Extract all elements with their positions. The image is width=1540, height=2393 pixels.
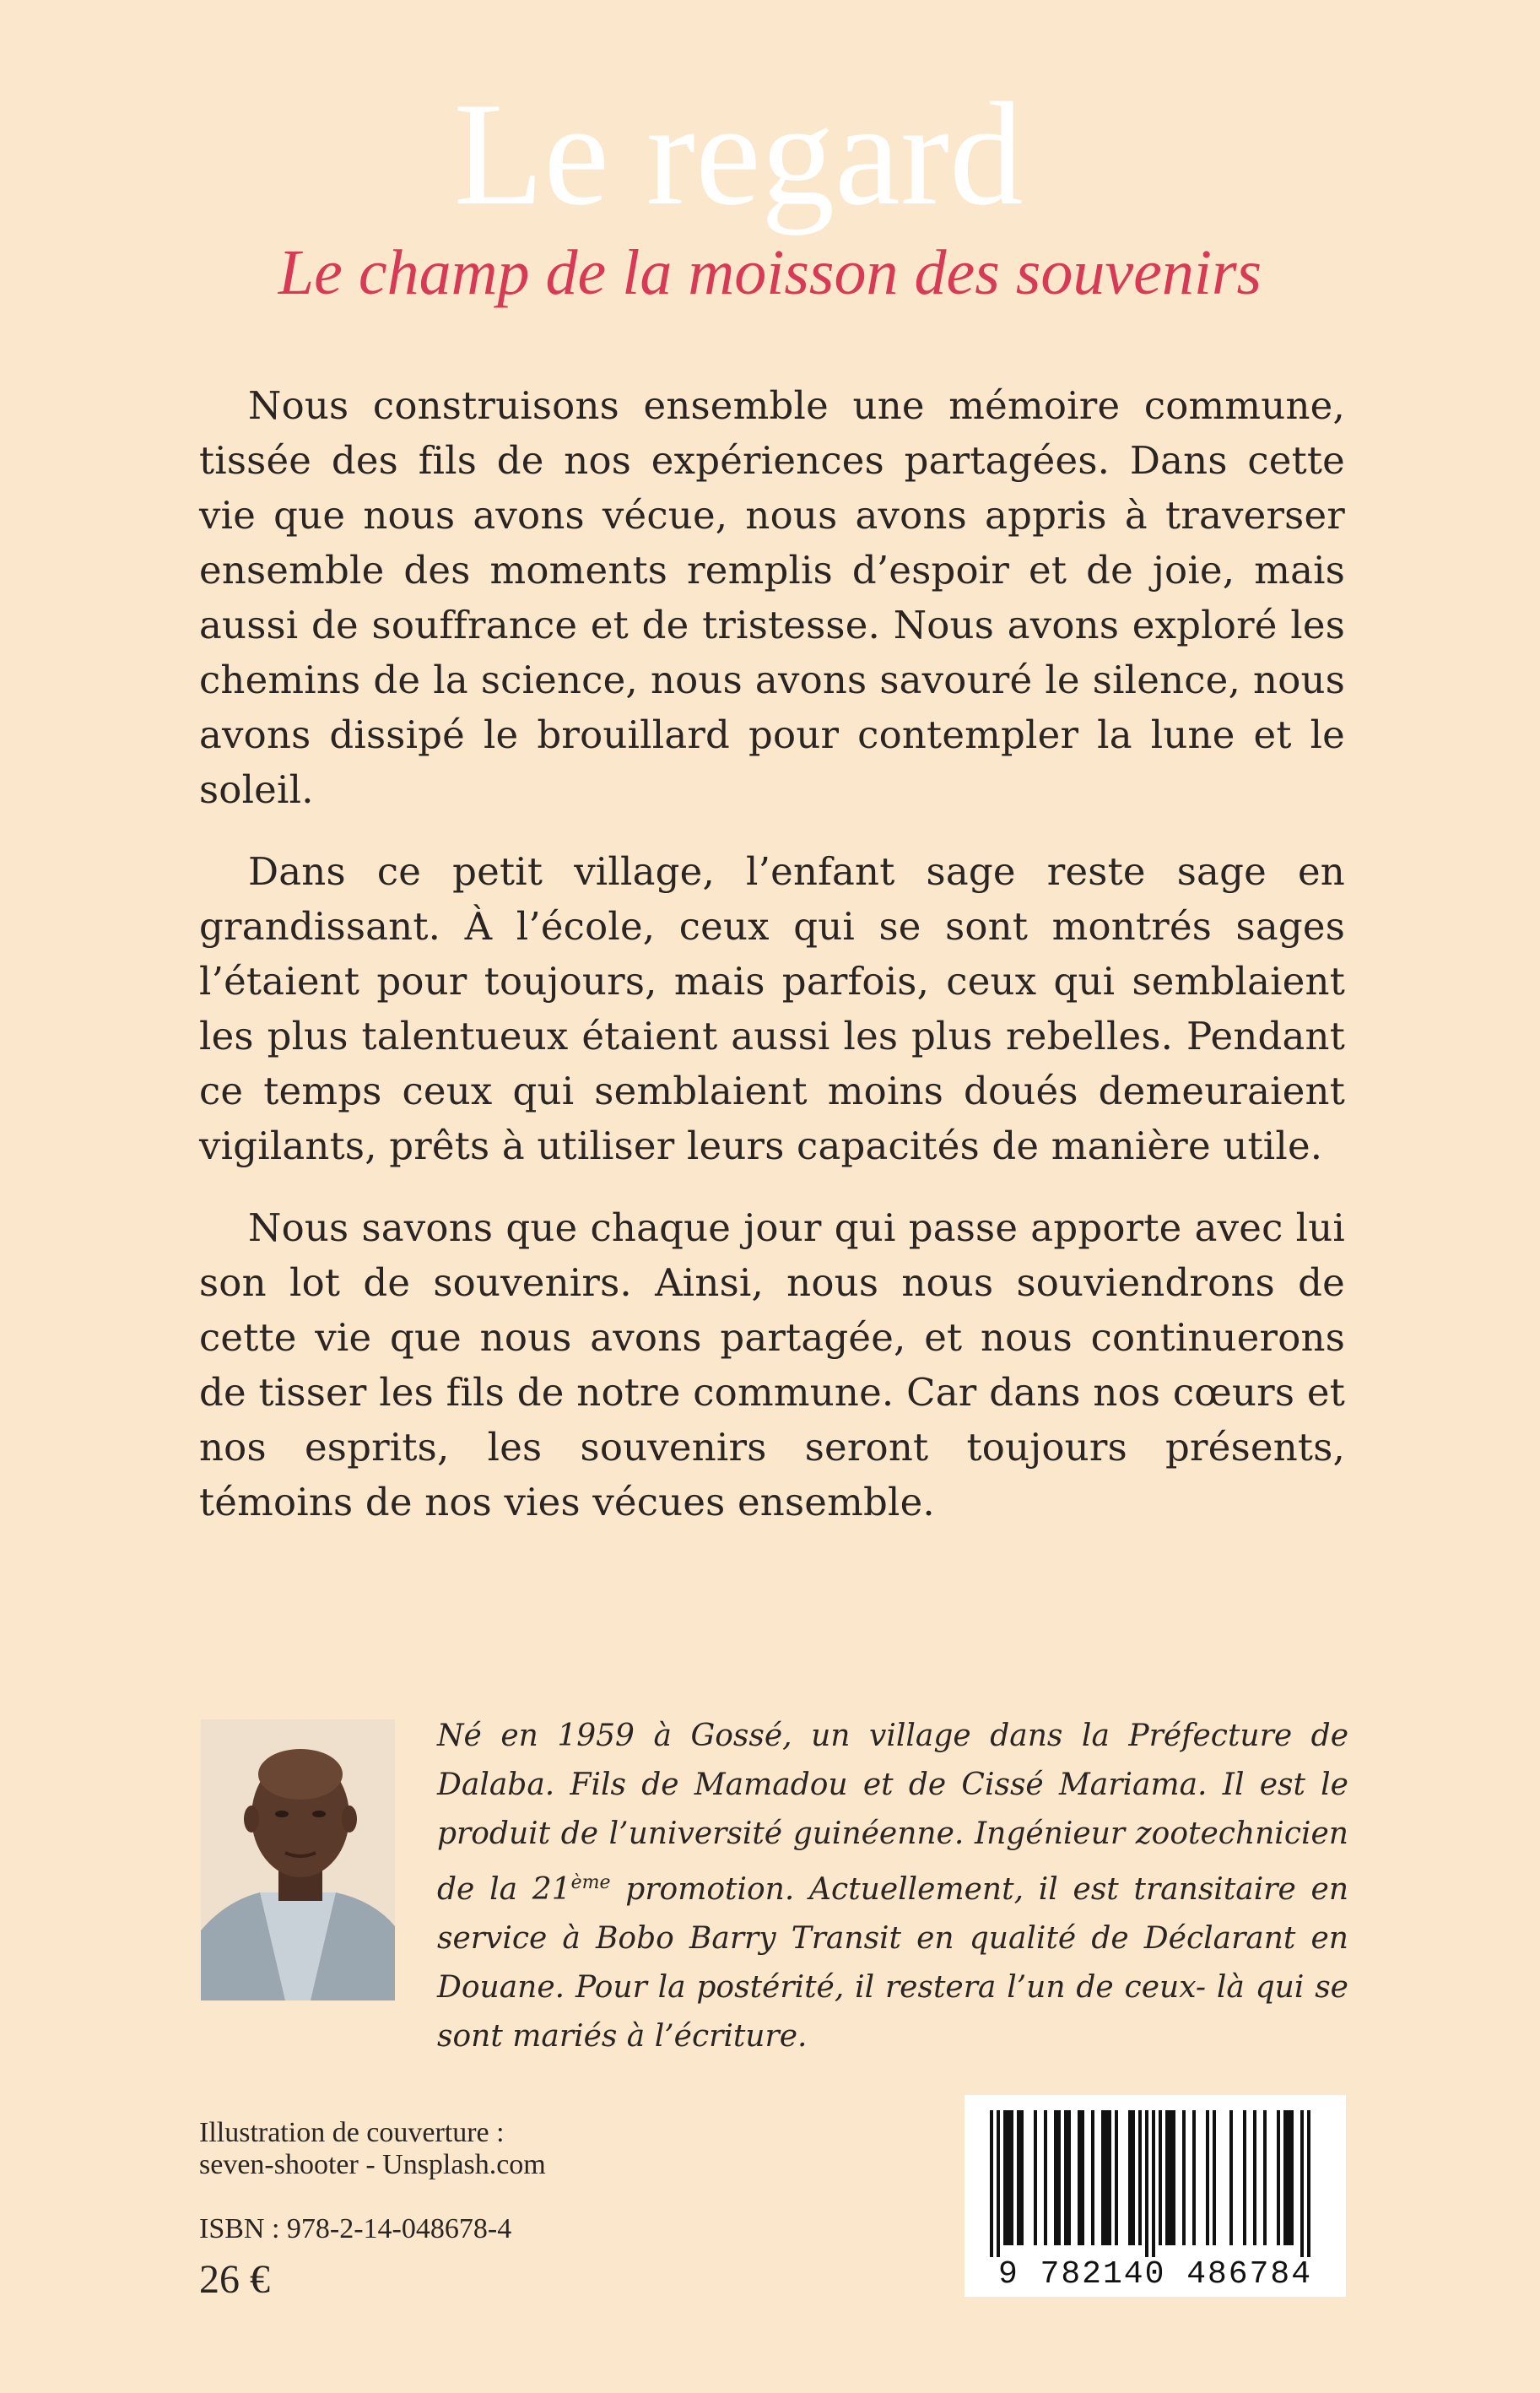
credit-line-2: seven-shooter - Unsplash.com [199,2149,546,2180]
barcode-bar [1165,2110,1169,2245]
barcode-bar [1182,2110,1186,2245]
book-title: Le regard [453,72,1024,236]
barcode-bar [1020,2110,1024,2245]
barcode-digits: 9 782140 486784 [997,2256,1313,2293]
barcode-bar [1067,2110,1071,2245]
barcode-bar [1283,2110,1287,2245]
back-cover-blurb [199,378,1345,1557]
barcode-bar [1290,2110,1294,2245]
barcode-bar [1101,2110,1105,2245]
blurb-paragraph-1: Nous construisons ensemble une mémoire commune, tissée des fils de nos expériences partagées. Dans cette vie que nous avons vécue, nous avons appris à traverser ensemble des moments remplis d’espoir et de joie, mais aussi de souffrance et de tristesse. Nous avons exploré les chemins de la science, nous avons savouré le silence, nous avons dissipé le brouillard pour contempler la lune et le soleil. [199,383,1345,812]
book-subtitle: Le champ de la moisson des souvenirs [278,237,1262,308]
barcode-bar [1169,2110,1172,2245]
barcode-bar [1091,2110,1094,2245]
barcode-bar [1003,2110,1007,2245]
barcode-bar [1145,2110,1148,2257]
barcode-bar [990,2110,993,2257]
price: 26 € [199,2257,270,2302]
author-photo [201,1719,395,2000]
barcode-bar [1159,2110,1162,2245]
barcode-bar [1229,2110,1233,2245]
blurb-paragraph-3: Nous savons que chaque jour qui passe apporte avec lui son lot de souvenirs. Ainsi, nous nous souviendrons de cette vie que nous avons partagée, et nous continuerons de tisser les fils de notre commune. Car dans nos cœurs et nos esprits, les souvenirs seront toujours présents, témoins de nos vies vécues ensemble. [199,1205,1345,1524]
barcode-bar [1064,2110,1067,2245]
barcode-bar [1138,2110,1142,2245]
author-bio-part1: Né en 1959 à Gossé, un village dans la Préfecture de Dalaba. Fils de Mamadou et de Cissé Mariama. Il est le produit de l’université guinéenne. Ingénieur zootechnicien de la 21 [437,1719,1348,1907]
barcode-bar [1152,2110,1155,2257]
barcode-bar [1287,2110,1290,2245]
barcode-bar [1307,2110,1310,2257]
barcode-bar [1010,2110,1013,2245]
barcode-bar [1054,2110,1057,2245]
author-bio-part2: promotion. Actuellement, il est transitaire en service à Bobo Barry Transit en qualité de Déclarant en Douane. Pour la postérité, il restera l’un de ceux- là qui se sont mariés à l’écriture. [437,1872,1349,2054]
barcode-bar [1017,2110,1020,2245]
barcode-bar [1206,2110,1209,2245]
author-bio [437,1712,1348,2061]
barcode-bar [1213,2110,1216,2245]
barcode-bars [990,2110,1310,2257]
cover-illustration-credit [199,2117,546,2181]
author-bio-superscript: ème [570,1872,611,1893]
barcode-bar [1300,2110,1304,2257]
barcode-bar [997,2110,1000,2257]
blurb-paragraph-2: Dans ce petit village, l’enfant sage reste sage en grandissant. À l’école, ceux qui se sont montrés sages l’étaient pour toujours, mais parfois, ceux qui semblaient les plus talentueux étaient aussi les plus rebelles. Pendant ce temps ceux qui semblaient moins doués demeuraient vigilants, prêts à utiliser leurs capacités de manière utile. [199,849,1345,1168]
barcode-bar [1253,2110,1256,2245]
barcode-bar [1263,2110,1267,2245]
barcode-bar [1034,2110,1037,2245]
barcode-bar [1277,2110,1280,2245]
barcode-bar [1243,2110,1246,2245]
barcode-bar [1007,2110,1010,2245]
barcode-bar [1108,2110,1111,2245]
barcode-bar [1192,2110,1196,2245]
barcode-bar [1081,2110,1084,2245]
barcode-bar [1132,2110,1135,2245]
barcode-bar [1057,2110,1061,2245]
barcode-bar [1128,2110,1132,2245]
barcode-bar [1172,2110,1175,2245]
credit-line-1: Illustration de couverture : [199,2117,505,2148]
barcode-bar [1044,2110,1047,2245]
barcode-bar [1105,2110,1108,2245]
isbn-number: ISBN : 978-2-14-048678-4 [199,2213,512,2244]
barcode-bar [1115,2110,1118,2245]
barcode [965,2095,1346,2297]
barcode-bar [1078,2110,1081,2245]
